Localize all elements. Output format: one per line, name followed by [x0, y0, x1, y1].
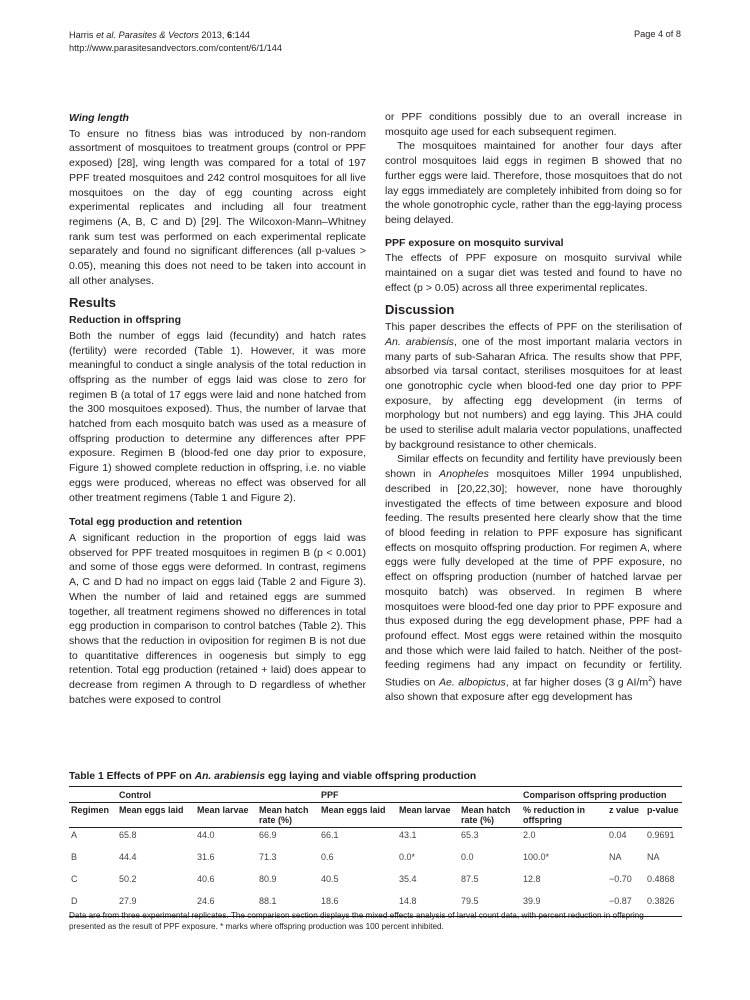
survival-heading: PPF exposure on mosquito survival: [385, 236, 564, 249]
column-header: Mean larvae: [397, 803, 459, 828]
column-header: Regimen: [69, 803, 117, 828]
group-control: Control: [117, 787, 319, 803]
results-heading: Results: [69, 295, 116, 311]
table-caption: Table 1 Effects of PPF on An. arabiensis egg laying and viable offspring production: [69, 771, 477, 782]
survival-paragraph: The effects of PPF exposure on mosquito survival while maintained on a sugar diet was tested and found to have no effect (p > 0.05) across all three experimental replicates.: [385, 252, 682, 294]
table-row: D 27.9 24.6 88.1 18.6 14.8 79.5 39.9 −0.87 0.3826: [69, 894, 682, 917]
reduction-paragraph: Both the number of eggs laid (fecundity) and hatch rates (fertility) were recorded (Table 1). However, it was more meaningful to conduct a single analysis of the total reduction in offspring as the number of eggs laid was close to zero for regimen B (a total of 17 eggs were laid and none hatched from the 300 mosquitoes exposed). Thus, the number of larvae that hatched from each mosquito batch was used as a measure of offspring production to determine any differences after PPF exposure. Regimen B (blood-fed one day prior to exposure, Figure 1) showed complete reduction in offspring, i.e. no viable eggs were produced, whereas no effect was observed for all other treatment regimens (Table 1 and Figure 2).: [69, 329, 366, 504]
group-ppf: PPF: [319, 787, 521, 803]
discussion-heading: Discussion: [385, 302, 455, 318]
right-column: [385, 110, 682, 705]
group-comparison: Comparison offspring production: [521, 787, 682, 803]
reduction-heading: Reduction in offspring: [69, 314, 181, 327]
table-column-header: [69, 803, 682, 828]
page-number: Page 4 of 8: [634, 29, 681, 39]
column-header: z value: [607, 803, 645, 828]
total-egg-paragraph: A significant reduction in the proportion of eggs laid was observed for PPF treated mosquitoes in regimen B (p < 0.001) and some of those eggs were deformed. In contrast, regimens A, C and D had no impact on eggs laid (Table 2 and Figure 3). When the number of laid and retained eggs are summed together, all treatment regimens showed no differences in total egg production in comparison to control batches (Table 2). This shows that the reduction in oviposition for regimen B is not due to quantitative differences in oogenesis but simply to egg retention. Total egg production (retained + laid) does appear to decrease from regimen A through to D regardless of whether batches were exposed to control: [69, 531, 366, 706]
running-header: [69, 29, 282, 54]
retention-paragraph: The mosquitoes maintained for another four days after control mosquitoes laid eggs in regimen B showed that no further eggs were laid. Therefore, those mosquitoes that do not lay eggs immediately are completely inhibited from doing so for the whole gonotrophic cycle, rather than the egg-laying process being delayed.: [385, 140, 682, 226]
discussion-paragraph-2: Similar effects on fecundity and fertility have previously been shown in Anopheles mosquitoes Miller 1994 unpublished, described in [20,22,30]; however, none have thoroughly investigated the effects of time between exposure and blood feeding. The results presented here clearly show that the time of blood feeding in relation to PPF exposure has significant effects on mosquito offspring production. For regimen A, where eggs were fully developed at the time of PPF exposure, no effect on offspring production (number of hatched larvae per mosquito batch) was observed. In regimen B where mosquitoes were blood-fed one day prior to PPF exposure and thus exposed during the egg development phase, PPF had a profound effect. Most eggs were retained within the mosquito and those which were laid failed to hatch. Neither of the post-feeding regimens had any impact on fecundity or fertility. Studies on Ae. albopictus, at far higher doses (3 g $AI/m^2$) have also shown that exposure after egg development has: [385, 453, 682, 704]
results-table: [69, 786, 682, 917]
column-header: Mean eggs laid: [319, 803, 397, 828]
wing-length-paragraph: To ensure no fitness bias was introduced by non-random assortment of mosquitoes to treatment groups (control or PPF exposed) [28], wing length was compared for a total of 197 PPF treated mosquitoes and 242 control mosquitoes for all live mosquitoes on the day of egg counting across eight experimental replicates and including all four treatment regimens (A, B, C and D) [29]. The Wilcoxon-Mann–Whitney rank sum test was performed on each experimental replicate separately and found no significant differences (all p-values > 0.05), meaning this does not need to be taken into account in all other analyses.: [69, 127, 366, 287]
column-header: Mean eggs laid: [117, 803, 195, 828]
wing-length-heading: Wing length: [69, 112, 129, 124]
column-header: Mean hatch rate (%): [257, 803, 319, 828]
citation-line: Harris et al. Parasites & Vectors 2013, 6:144: [69, 30, 250, 40]
table-row: A 65.8 44.0 66.9 66.1 43.1 65.3 2.0 0.04 0.9691: [71, 830, 675, 840]
column-header: % reduction in offspring: [521, 803, 607, 828]
left-column: [69, 111, 366, 707]
column-header: Mean larvae: [195, 803, 257, 828]
column-header: p-value: [645, 803, 682, 828]
continued-paragraph: or PPF conditions possibly due to an overall increase in mosquito age used for each subsequent regimen.: [385, 111, 682, 138]
column-header: Mean hatch rate (%): [459, 803, 521, 828]
article-url[interactable]: http://www.parasitesandvectors.com/content/6/1/144: [69, 42, 282, 53]
table-row: B 44.4 31.6 71.3 0.6 0.0* 0.0 100.0* NA NA: [71, 852, 660, 862]
discussion-paragraph-1: This paper describes the effects of PPF on the sterilisation of An. arabiensis, one of the most important malaria vectors in many parts of sub-Saharan Africa. The results show that PPF, absorbed via tarsal contact, sterilises mosquitoes for at least one gonotrophic cycle when blood-fed one day prior to PPF exposure, by affecting egg development (in terms of morphology but not numbers) and egg laying. This JHA could be used to sterilise adult malaria vector populations, unaffected by background resistance to other chemicals.: [385, 321, 682, 451]
total-egg-heading: Total egg production and retention: [69, 516, 243, 529]
table-footnote: Data are from three experimental replicates. The comparison section displays the mixed effects analysis of larval count data, with percent reduction in offspring presented as the result of PPF exposure. * marks where offspring production was 100 percent inhibited.: [69, 911, 644, 931]
table-group-header: [69, 787, 682, 803]
table-row: C 50.2 40.6 80.9 40.5 35.4 87.5 12.8 −0.70 0.4868: [71, 874, 675, 884]
